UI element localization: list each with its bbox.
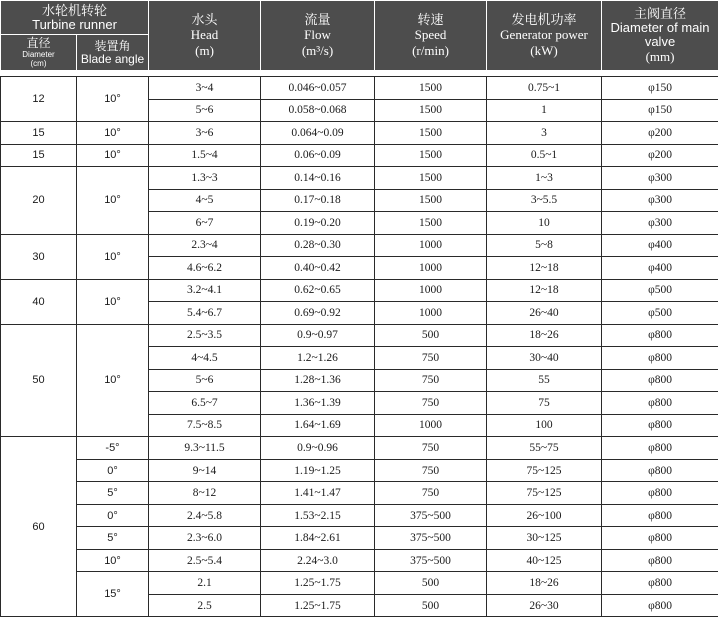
power-cell: 75~125 — [487, 459, 602, 482]
head-cell: 7.5~8.5 — [149, 414, 261, 437]
valve-label-en-2: valve — [644, 33, 676, 49]
speed-cell: 500 — [375, 594, 487, 617]
speed-cell: 1000 — [375, 302, 487, 325]
blade-angle-cell: 10° — [77, 324, 149, 437]
header-row-top — [1, 1, 718, 35]
blade-angle-cell: 10° — [77, 144, 149, 167]
blade-angle-column-header — [77, 35, 149, 71]
speed-cell: 1500 — [375, 144, 487, 167]
power-cell: 75 — [487, 392, 602, 415]
head-cell: 9~14 — [149, 459, 261, 482]
valve-cell: φ150 — [602, 99, 718, 122]
head-cell: 4~5 — [149, 189, 261, 212]
power-cell: 100 — [487, 414, 602, 437]
head-unit: (m) — [195, 42, 214, 58]
flow-label-cn: 流量 — [304, 11, 331, 27]
power-cell: 10 — [487, 212, 602, 235]
head-cell: 3~6 — [149, 122, 261, 145]
diameter-cell: 30 — [1, 234, 77, 279]
valve-cell: φ200 — [602, 122, 718, 145]
head-cell: 2.4~5.8 — [149, 504, 261, 527]
flow-cell: 1.53~2.15 — [261, 504, 375, 527]
flow-label-en: Flow — [304, 26, 331, 42]
speed-column-header — [375, 1, 487, 71]
diameter-cell: 20 — [1, 167, 77, 235]
flow-cell: 0.28~0.30 — [261, 234, 375, 257]
valve-cell: φ400 — [602, 234, 718, 257]
valve-cell: φ800 — [602, 414, 718, 437]
power-cell: 75~125 — [487, 482, 602, 505]
blade-angle-cell: 0° — [77, 459, 149, 482]
valve-cell: φ500 — [602, 302, 718, 325]
table-row — [1, 459, 718, 482]
flow-cell: 1.2~1.26 — [261, 347, 375, 370]
blade-angle-cell: 10° — [77, 122, 149, 145]
valve-cell: φ800 — [602, 347, 718, 370]
power-unit: (kW) — [530, 42, 558, 58]
valve-cell: φ800 — [602, 459, 718, 482]
flow-cell: 1.19~1.25 — [261, 459, 375, 482]
power-cell: 55 — [487, 369, 602, 392]
diameter-cell: 15 — [1, 122, 77, 145]
flow-cell: 0.40~0.42 — [261, 257, 375, 280]
flow-cell: 0.62~0.65 — [261, 279, 375, 302]
head-cell: 2.1 — [149, 572, 261, 595]
power-label-en: Generator power — [500, 26, 588, 42]
head-cell: 6~7 — [149, 212, 261, 235]
head-cell: 1.3~3 — [149, 167, 261, 190]
head-cell: 3.2~4.1 — [149, 279, 261, 302]
power-cell: 5~8 — [487, 234, 602, 257]
table-row — [1, 234, 718, 257]
runner-label-en: Turbine runner — [32, 16, 117, 32]
speed-cell: 1500 — [375, 122, 487, 145]
valve-cell: φ800 — [602, 527, 718, 550]
power-cell: 26~30 — [487, 594, 602, 617]
speed-cell: 750 — [375, 459, 487, 482]
head-cell: 3~4 — [149, 77, 261, 100]
flow-cell: 0.064~0.09 — [261, 122, 375, 145]
speed-cell: 750 — [375, 347, 487, 370]
head-label-cn: 水头 — [191, 11, 218, 27]
flow-cell: 0.69~0.92 — [261, 302, 375, 325]
diameter-column-header — [1, 35, 77, 71]
speed-cell: 750 — [375, 482, 487, 505]
head-cell: 5.4~6.7 — [149, 302, 261, 325]
speed-cell: 375~500 — [375, 527, 487, 550]
head-cell: 2.3~4 — [149, 234, 261, 257]
table-row — [1, 324, 718, 347]
speed-cell: 1000 — [375, 257, 487, 280]
valve-cell: φ800 — [602, 482, 718, 505]
power-cell: 18~26 — [487, 324, 602, 347]
blade-angle-cell: 10° — [77, 167, 149, 235]
speed-label-cn: 转速 — [417, 11, 444, 27]
speed-cell: 1500 — [375, 77, 487, 100]
valve-cell: φ500 — [602, 279, 718, 302]
blade-angle-cell: 5° — [77, 527, 149, 550]
head-cell: 2.5~3.5 — [149, 324, 261, 347]
speed-cell: 750 — [375, 392, 487, 415]
head-cell: 4.6~6.2 — [149, 257, 261, 280]
head-label-en: Head — [190, 26, 219, 42]
table-row — [1, 437, 718, 460]
table-row — [1, 482, 718, 505]
flow-cell: 0.14~0.16 — [261, 167, 375, 190]
power-cell: 1 — [487, 99, 602, 122]
table-row — [1, 527, 718, 550]
flow-cell: 0.046~0.057 — [261, 77, 375, 100]
valve-cell: φ300 — [602, 212, 718, 235]
valve-cell: φ800 — [602, 369, 718, 392]
flow-cell: 0.058~0.068 — [261, 99, 375, 122]
table-row — [1, 122, 718, 145]
speed-cell: 1500 — [375, 167, 487, 190]
flow-cell: 2.24~3.0 — [261, 549, 375, 572]
flow-cell: 1.25~1.75 — [261, 572, 375, 595]
flow-cell: 1.25~1.75 — [261, 594, 375, 617]
diameter-label-cn: 直径 — [26, 36, 51, 50]
blade-angle-cell: 10° — [77, 279, 149, 324]
valve-label-en-1: Diameter of main — [610, 19, 710, 35]
valve-label-cn: 主阀直径 — [634, 5, 687, 21]
blade-angle-cell: 10° — [77, 77, 149, 122]
head-cell: 5~6 — [149, 369, 261, 392]
table-row — [1, 144, 718, 167]
head-cell: 4~4.5 — [149, 347, 261, 370]
head-cell: 1.5~4 — [149, 144, 261, 167]
table-row — [1, 279, 718, 302]
blade-angle-cell: 10° — [77, 234, 149, 279]
head-cell: 2.5~5.4 — [149, 549, 261, 572]
speed-unit: (r/min) — [412, 42, 449, 58]
diameter-cell: 12 — [1, 77, 77, 122]
table-row — [1, 504, 718, 527]
head-cell: 5~6 — [149, 99, 261, 122]
speed-cell: 1500 — [375, 99, 487, 122]
table-row — [1, 167, 718, 190]
power-label-cn: 发电机功率 — [511, 11, 577, 27]
valve-cell: φ800 — [602, 549, 718, 572]
diameter-cell: 15 — [1, 144, 77, 167]
valve-cell: φ800 — [602, 572, 718, 595]
speed-cell: 500 — [375, 324, 487, 347]
diameter-cell: 60 — [1, 437, 77, 617]
head-cell: 9.3~11.5 — [149, 437, 261, 460]
power-cell: 12~18 — [487, 257, 602, 280]
runner-label-cn: 水轮机转轮 — [42, 2, 108, 18]
valve-cell: φ200 — [602, 144, 718, 167]
flow-cell: 1.36~1.39 — [261, 392, 375, 415]
turbine-runner-header — [1, 1, 149, 35]
blade-angle-label-en: Blade angle — [80, 51, 145, 66]
power-cell: 3~5.5 — [487, 189, 602, 212]
power-cell: 40~125 — [487, 549, 602, 572]
flow-unit: (m³/s) — [301, 42, 334, 58]
power-cell: 3 — [487, 122, 602, 145]
speed-cell: 1000 — [375, 279, 487, 302]
power-cell: 26~40 — [487, 302, 602, 325]
valve-cell: φ800 — [602, 594, 718, 617]
power-cell: 26~100 — [487, 504, 602, 527]
head-cell: 6.5~7 — [149, 392, 261, 415]
power-column-header — [487, 1, 602, 71]
power-cell: 0.75~1 — [487, 77, 602, 100]
diameter-cell: 40 — [1, 279, 77, 324]
speed-cell: 750 — [375, 369, 487, 392]
speed-cell: 375~500 — [375, 504, 487, 527]
speed-cell: 1500 — [375, 189, 487, 212]
speed-cell: 1000 — [375, 234, 487, 257]
valve-cell: φ400 — [602, 257, 718, 280]
valve-cell: φ800 — [602, 504, 718, 527]
speed-cell: 375~500 — [375, 549, 487, 572]
blade-angle-cell: -5° — [77, 437, 149, 460]
valve-cell: φ150 — [602, 77, 718, 100]
flow-cell: 0.19~0.20 — [261, 212, 375, 235]
flow-cell: 1.84~2.61 — [261, 527, 375, 550]
table-row — [1, 77, 718, 100]
valve-cell: φ800 — [602, 437, 718, 460]
valve-cell: φ300 — [602, 189, 718, 212]
head-column-header — [149, 1, 261, 71]
diameter-unit: (cm) — [30, 59, 47, 68]
head-cell: 2.3~6.0 — [149, 527, 261, 550]
flow-cell: 0.9~0.96 — [261, 437, 375, 460]
table-row — [1, 572, 718, 595]
table-body — [1, 1, 718, 617]
valve-column-header — [602, 1, 718, 71]
flow-cell: 0.06~0.09 — [261, 144, 375, 167]
diameter-cell: 50 — [1, 324, 77, 437]
head-cell: 2.5 — [149, 594, 261, 617]
valve-unit: (mm) — [645, 48, 675, 64]
flow-cell: 1.64~1.69 — [261, 414, 375, 437]
speed-cell: 500 — [375, 572, 487, 595]
blade-angle-cell: 0° — [77, 504, 149, 527]
speed-cell: 750 — [375, 437, 487, 460]
table-row — [1, 549, 718, 572]
power-cell: 55~75 — [487, 437, 602, 460]
head-cell: 8~12 — [149, 482, 261, 505]
power-cell: 18~26 — [487, 572, 602, 595]
power-cell: 0.5~1 — [487, 144, 602, 167]
flow-column-header — [261, 1, 375, 71]
speed-label-en: Speed — [414, 26, 447, 42]
flow-cell: 1.41~1.47 — [261, 482, 375, 505]
power-cell: 30~40 — [487, 347, 602, 370]
blade-angle-cell: 5° — [77, 482, 149, 505]
power-cell: 30~125 — [487, 527, 602, 550]
power-cell: 12~18 — [487, 279, 602, 302]
blade-angle-label-cn: 装置角 — [94, 38, 131, 53]
speed-cell: 1500 — [375, 212, 487, 235]
power-cell: 1~3 — [487, 167, 602, 190]
valve-cell: φ800 — [602, 324, 718, 347]
flow-cell: 0.17~0.18 — [261, 189, 375, 212]
speed-cell: 1000 — [375, 414, 487, 437]
flow-cell: 1.28~1.36 — [261, 369, 375, 392]
blade-angle-cell: 10° — [77, 549, 149, 572]
diameter-label-en: Diameter — [22, 50, 55, 59]
flow-cell: 0.9~0.97 — [261, 324, 375, 347]
valve-cell: φ300 — [602, 167, 718, 190]
blade-angle-cell: 15° — [77, 572, 149, 617]
valve-cell: φ800 — [602, 392, 718, 415]
